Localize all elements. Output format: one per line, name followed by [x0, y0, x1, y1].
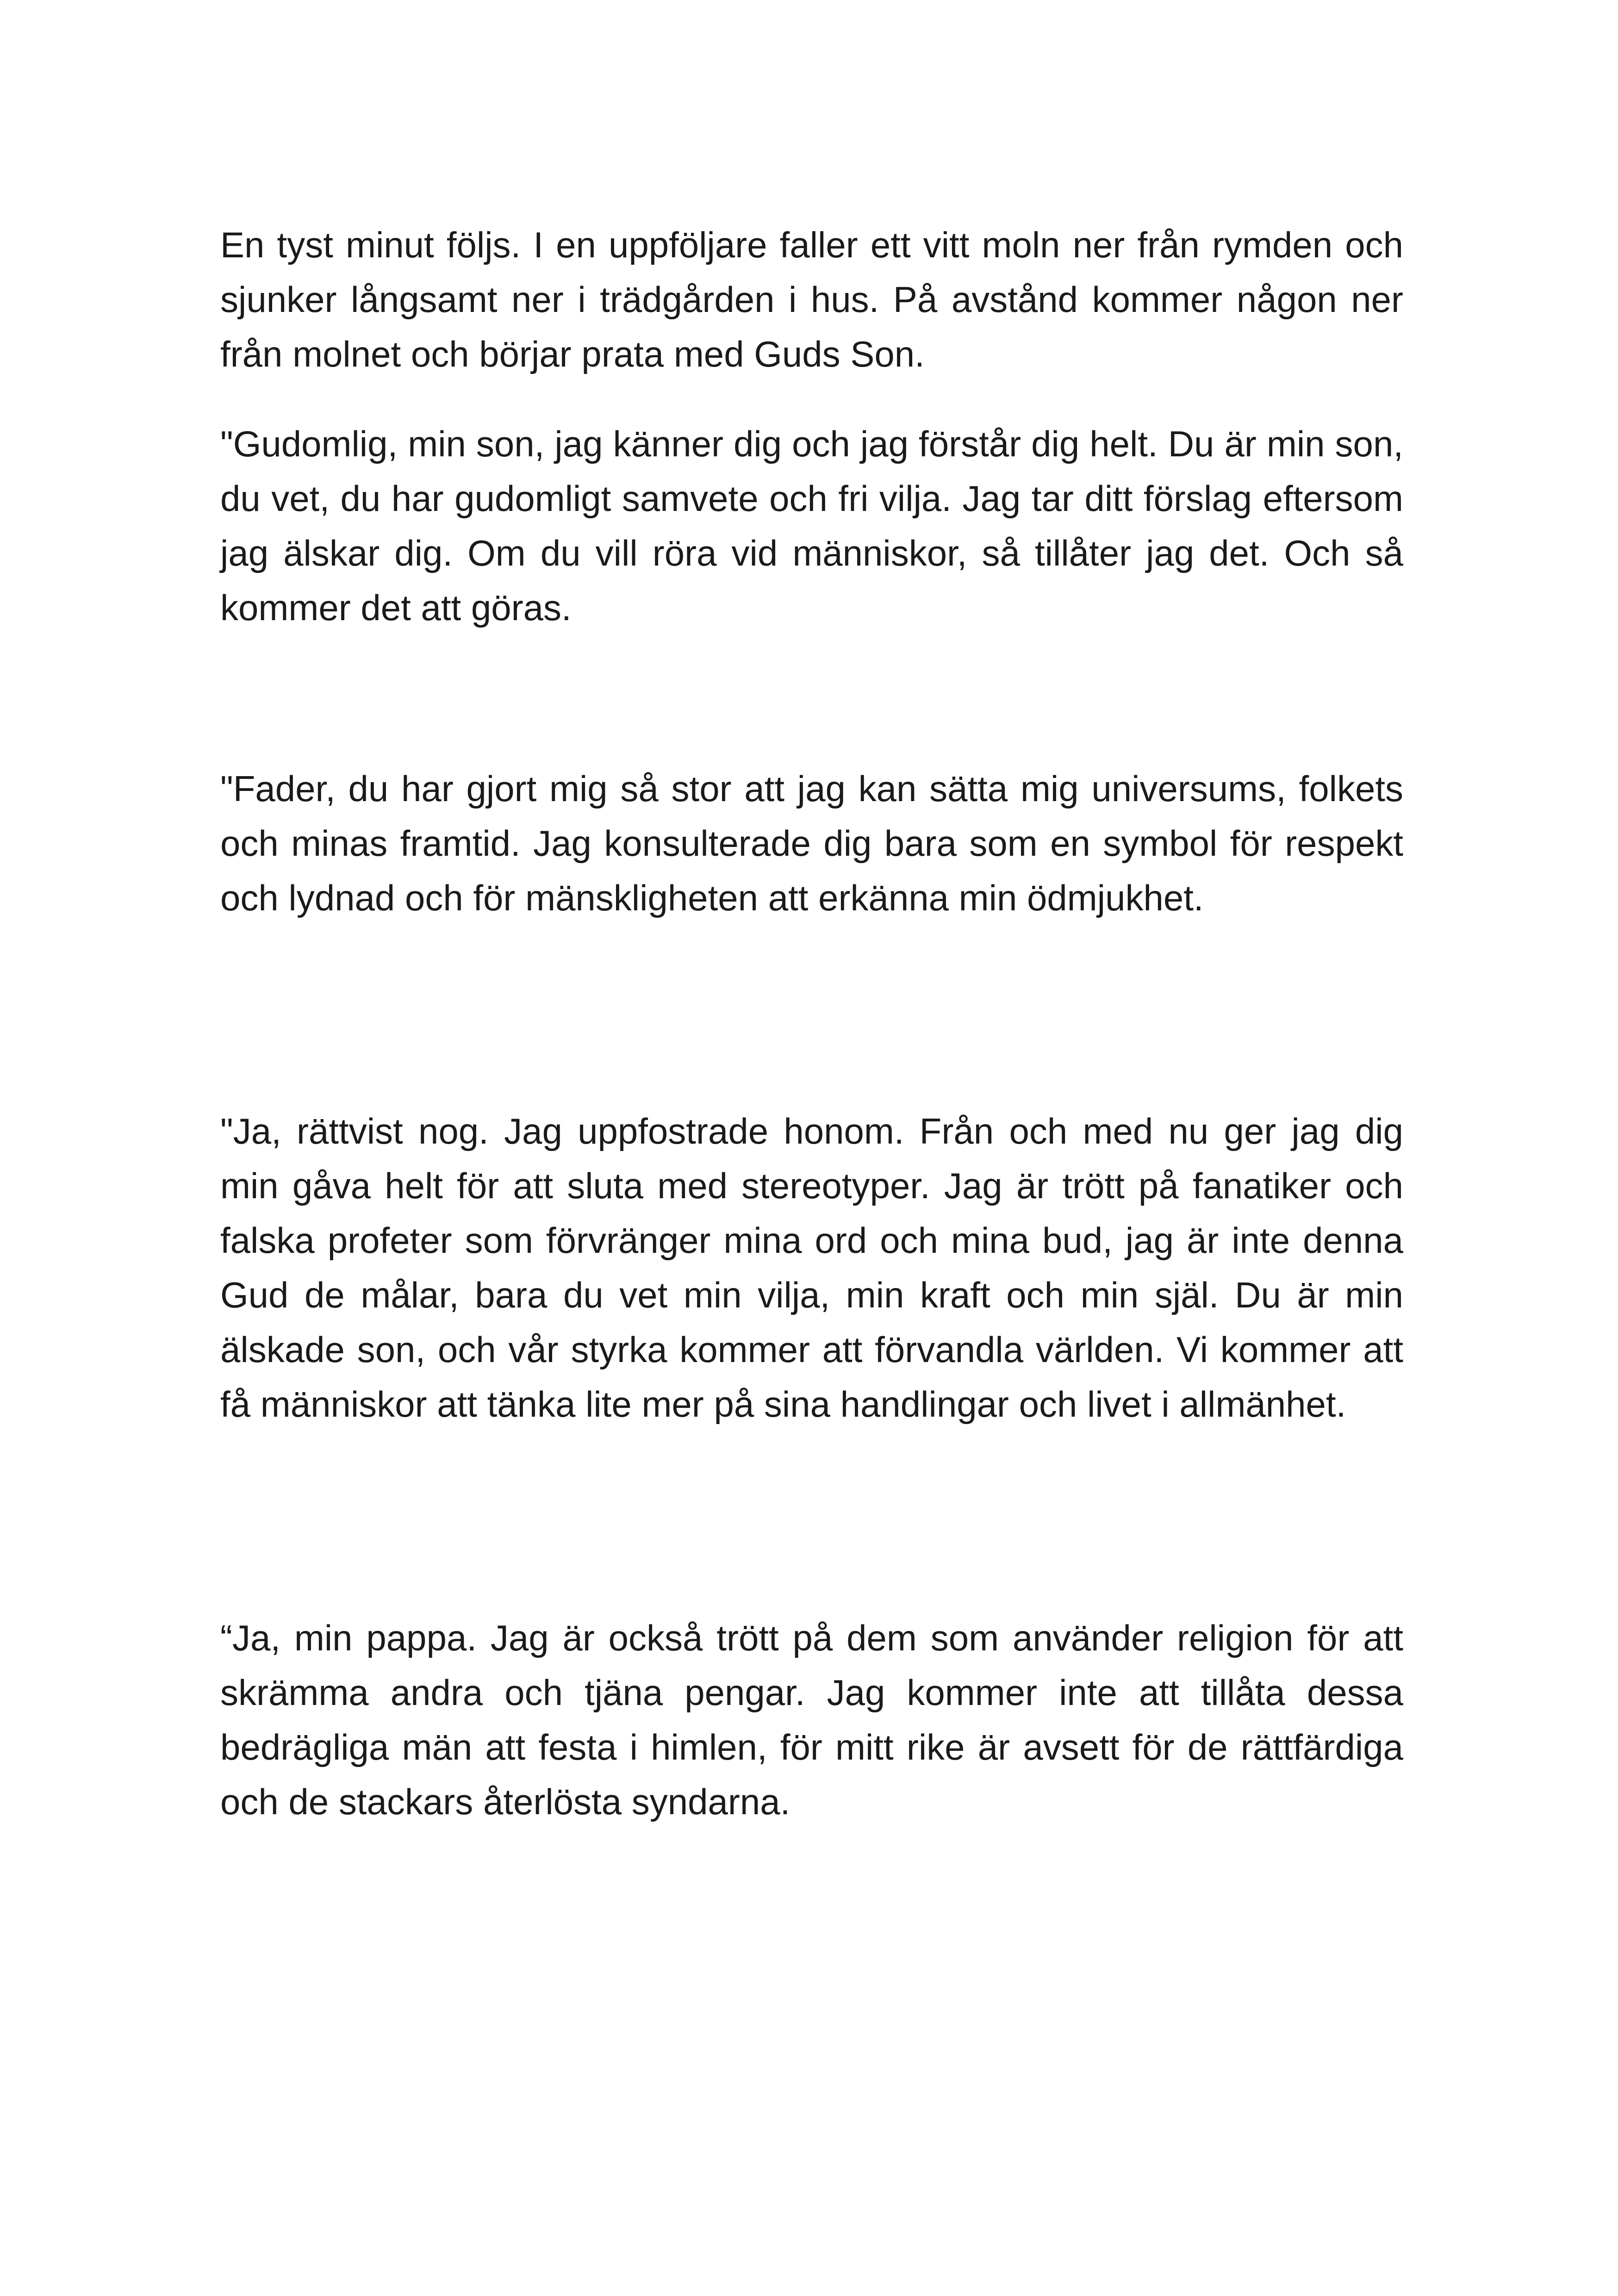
paragraph-2	[220, 417, 1403, 635]
paragraph-5	[220, 1611, 1403, 1829]
paragraph-text: "Gudomlig, min son, jag känner dig och jag förstår dig helt. Du är min son, du vet, du har gudomligt samvete och fri vilja. Jag tar ditt förslag eftersom jag älskar dig. Om du vill röra vid människor, så tillåter jag det. Och så kommer det att göras.	[220, 423, 1403, 628]
paragraph-3	[220, 761, 1403, 925]
paragraph-4	[220, 1104, 1403, 1431]
paragraph-text: "Fader, du har gjort mig så stor att jag kan sätta mig universums, folkets och minas framtid. Jag konsulterade dig bara som en symbol för respekt och lydnad och för mänskligheten att erkänna min ödmjukhet.	[220, 768, 1403, 918]
paragraph-text: "Ja, rättvist nog. Jag uppfostrade honom. Från och med nu ger jag dig min gåva helt för att sluta med stereotyper. Jag är trött på fanatiker och falska profeter som förvränger mina ord och mina bud, jag är inte denna Gud de målar, bara du vet min vilja, min kraft och min själ. Du är min älskade son, och vår styrka kommer att förvandla världen. Vi kommer att få människor att tänka lite mer på sina handlingar och livet i allmänhet.	[220, 1111, 1403, 1425]
paragraph-text: En tyst minut följs. I en uppföljare faller ett vitt moln ner från rymden och sjunker långsamt ner i trädgården i hus. På avstånd kommer någon ner från molnet och börjar prata med Guds Son.	[220, 224, 1403, 374]
paragraph-text: “Ja, min pappa. Jag är också trött på dem som använder religion för att skrämma andra och tjäna pengar. Jag kommer inte att tillåta dessa bedrägliga män att festa i himlen, för mitt rike är avsett för de rättfärdiga och de stackars återlösta syndarna.	[220, 1618, 1403, 1822]
paragraph-1	[220, 218, 1403, 381]
